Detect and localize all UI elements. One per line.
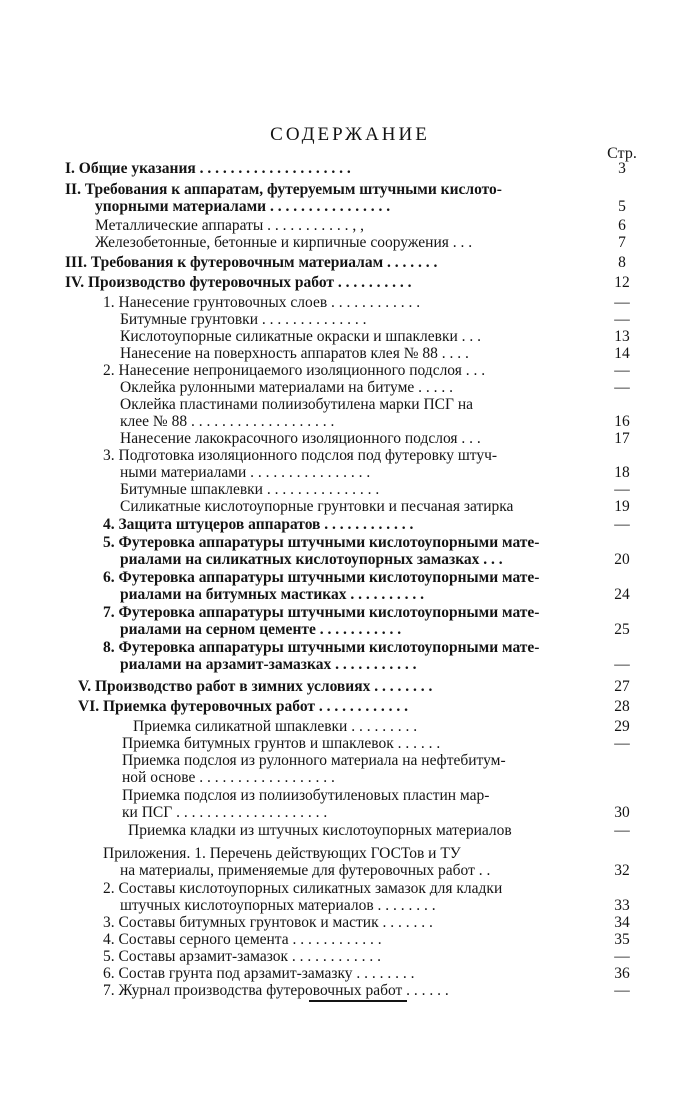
toc-entry-text: III. Требования к футеровочным материалам . . . . . . . — [65, 254, 438, 271]
toc-entry-text: 4. Составы серного цемента . . . . . . . . . . . . — [103, 931, 382, 948]
toc-entry-text: ной основе . . . . . . . . . . . . . . . . . . — [122, 769, 335, 786]
toc-page-number: 29 — [614, 718, 630, 735]
toc-entry — [0, 481, 700, 498]
toc-entry-text: Кислотоупорные силикатные окраски и шпаклевки . . . — [120, 328, 482, 345]
toc-entry — [0, 217, 700, 234]
toc-entry-text: Нанесение на поверхность аппаратов клея № 88 . . . . — [120, 345, 469, 362]
toc-entry-text: Приемка подслоя из рулонного материала на нефтебитум- — [122, 752, 506, 769]
toc-entry-text: Оклейка пластинами полиизобутилена марки ПСГ на — [120, 396, 473, 413]
toc-entry-text: Приемка кладки из штучных кислотоупорных материалов — [128, 822, 512, 839]
toc-page-number: 35 — [614, 931, 630, 948]
toc-entry — [0, 639, 700, 656]
toc-page-number: 28 — [614, 698, 630, 715]
toc-entry — [0, 413, 700, 430]
toc-entry — [0, 948, 700, 965]
toc-entry — [0, 621, 700, 638]
toc-page-number: 3 — [618, 160, 626, 177]
toc-entry — [0, 656, 700, 673]
page-column-header: Стр. — [607, 145, 637, 162]
toc-page-number: 32 — [614, 862, 630, 879]
toc-entry — [0, 604, 700, 621]
toc-entry — [0, 345, 700, 362]
toc-entry-text: 5. Футеровка аппаратуры штучными кислотоупорными мате- — [103, 534, 540, 551]
toc-entry-text: 7. Футеровка аппаратуры штучными кислотоупорными мате- — [103, 604, 540, 621]
toc-entry — [0, 328, 700, 345]
toc-entry — [0, 447, 700, 464]
toc-entry — [0, 464, 700, 481]
toc-page-number: 34 — [614, 914, 630, 931]
toc-entry — [0, 498, 700, 515]
toc-entry-text: Приемка силикатной шпаклевки . . . . . . . . . — [133, 718, 418, 735]
toc-page-number: 18 — [614, 464, 630, 481]
toc-page-number: 27 — [614, 678, 630, 695]
toc-entry-text: IV. Производство футеровочных работ . . . . . . . . . . — [65, 274, 412, 291]
toc-entry — [0, 430, 700, 447]
toc-entry-text: I. Общие указания . . . . . . . . . . . . . . . . . . . . — [65, 160, 351, 177]
toc-entry-text: 3. Подготовка изоляционного подслоя под футеровку штуч- — [103, 447, 498, 464]
toc-entry-text: риалами на силикатных кислотоупорных замазках . . . — [120, 551, 503, 568]
toc-page-number: 36 — [614, 965, 630, 982]
toc-entry-text: Приемка битумных грунтов и шпаклевок . . . . . . — [122, 735, 441, 752]
toc-entry-text: 6. Состав грунта под арзамит-замазку . . . . . . . . — [103, 965, 415, 982]
toc-page-number: 30 — [614, 804, 630, 821]
toc-entry-text: 2. Составы кислотоупорных силикатных замазок для кладки — [103, 880, 503, 897]
toc-page-number: 16 — [614, 413, 630, 430]
toc-entry-section-1 — [0, 160, 700, 177]
toc-entry-section-6 — [0, 698, 700, 715]
toc-entry-text: 6. Футеровка аппаратуры штучными кислотоупорными мате- — [103, 569, 540, 586]
toc-entry-text: 1. Нанесение грунтовочных слоев . . . . . . . . . . . . — [103, 294, 421, 311]
toc-entry-text: клее № 88 . . . . . . . . . . . . . . . . . . . — [120, 413, 335, 430]
toc-page-number: — — [614, 735, 630, 752]
toc-entry-text: ными материалами . . . . . . . . . . . . . . . . — [120, 464, 371, 481]
end-divider — [309, 1000, 407, 1002]
toc-entry-text: 7. Журнал производства футеровочных работ . . . . . . — [103, 982, 449, 999]
toc-page-number: 20 — [614, 551, 630, 568]
toc-page-number: 13 — [614, 328, 630, 345]
page-title: СОДЕРЖАНИЕ — [270, 124, 430, 145]
toc-page-number: 5 — [618, 198, 626, 215]
toc-page-number: — — [614, 294, 630, 311]
toc-page-number: 6 — [618, 217, 626, 234]
toc-entry-appendix — [0, 845, 700, 862]
toc-entry-text: 3. Составы битумных грунтовок и мастик . . . . . . . — [103, 914, 433, 931]
toc-entry-section-4 — [0, 274, 700, 291]
toc-entry-text: II. Требования к аппаратам, футеруемым штучными кислото- — [65, 181, 502, 198]
toc-page-number: 24 — [614, 586, 630, 603]
toc-entry-text: Битумные шпаклевки . . . . . . . . . . . . . . . — [120, 481, 380, 498]
toc-entry — [0, 769, 700, 786]
toc-entry-text: V. Производство работ в зимних условиях . . . . . . . . — [78, 678, 433, 695]
toc-page-number: — — [614, 481, 630, 498]
toc-entry-text: на материалы, применяемые для футеровочных работ . . — [120, 862, 491, 879]
toc-page-number: — — [614, 362, 630, 379]
toc-entry — [0, 586, 700, 603]
toc-page-number: 25 — [614, 621, 630, 638]
toc-entry-text: риалами на серном цементе . . . . . . . . . . . — [120, 621, 402, 638]
toc-entry — [0, 234, 700, 251]
toc-entry-text: 4. Защита штуцеров аппаратов . . . . . . . . . . . . — [103, 516, 414, 533]
toc-entry-text: упорными материалами . . . . . . . . . . . . . . . . — [95, 198, 391, 215]
toc-entry-text: Приемка подслоя из полиизобутиленовых пластин мар- — [122, 787, 490, 804]
toc-entry — [0, 534, 700, 551]
toc-entry — [0, 914, 700, 931]
toc-entry-text: Железобетонные, бетонные и кирпичные сооружения . . . — [95, 234, 473, 251]
toc-page-number: 17 — [614, 430, 630, 447]
toc-entry-section-3 — [0, 254, 700, 271]
toc-entry-text: штучных кислотоупорных материалов . . . . . . . . — [120, 897, 436, 914]
toc-page-number: 14 — [614, 345, 630, 362]
toc-entry-text: ки ПСГ . . . . . . . . . . . . . . . . . . . . — [122, 804, 328, 821]
toc-entry — [0, 982, 700, 999]
toc-entry — [0, 752, 700, 769]
toc-entry-text: VI. Приемка футеровочных работ . . . . . . . . . . . . — [78, 698, 408, 715]
toc-page-number: — — [614, 948, 630, 965]
toc-entry-text: Нанесение лакокрасочного изоляционного подслоя . . . — [120, 430, 481, 447]
toc-entry — [0, 804, 700, 821]
toc-entry — [0, 311, 700, 328]
toc-entry — [0, 569, 700, 586]
toc-entry — [0, 931, 700, 948]
toc-entry — [0, 965, 700, 982]
toc-entry — [0, 294, 700, 311]
toc-entry-text: Силикатные кислотоупорные грунтовки и песчаная затирка — [120, 498, 514, 515]
toc-entry — [0, 862, 700, 879]
toc-page-number: — — [614, 822, 630, 839]
toc-entry — [0, 735, 700, 752]
toc-entry-text: Битумные грунтовки . . . . . . . . . . . . . . — [120, 311, 367, 328]
toc-entry — [0, 379, 700, 396]
toc-entry — [0, 880, 700, 897]
toc-entry — [0, 787, 700, 804]
toc-page-number: 7 — [618, 234, 626, 251]
toc-page-number: — — [614, 379, 630, 396]
toc-entry — [0, 396, 700, 413]
toc-entry-text: Оклейка рулонными материалами на битуме . . . . . — [120, 379, 454, 396]
toc-entry-text: 5. Составы арзамит-замазок . . . . . . . . . . . . — [103, 948, 382, 965]
toc-entry-section-2-cont — [0, 198, 700, 215]
toc-entry-text: 8. Футеровка аппаратуры штучными кислотоупорными мате- — [103, 639, 540, 656]
toc-entry-text: Приложения. 1. Перечень действующих ГОСТов и ТУ — [103, 845, 461, 862]
toc-page-number: 33 — [614, 897, 630, 914]
toc-entry-section-5 — [0, 678, 700, 695]
toc-entry — [0, 718, 700, 735]
toc-entry — [0, 516, 700, 533]
toc-entry-text: риалами на битумных мастиках . . . . . . . . . . — [120, 586, 424, 603]
toc-page-number: 12 — [614, 274, 630, 291]
toc-entry-text: 2. Нанесение непроницаемого изоляционного подслоя . . . — [103, 362, 486, 379]
toc-entry — [0, 897, 700, 914]
toc-entry-text: Металлические аппараты . . . . . . . . . . . , , — [95, 217, 365, 234]
toc-page-number: 19 — [614, 498, 630, 515]
toc-page-number: — — [614, 656, 630, 673]
toc-page-number: — — [614, 311, 630, 328]
toc-page-number: — — [614, 516, 630, 533]
toc-page-number: 8 — [618, 254, 626, 271]
toc-entry — [0, 551, 700, 568]
toc-entry — [0, 362, 700, 379]
toc-entry — [0, 822, 700, 839]
toc-entry-text: риалами на арзамит-замазках . . . . . . . . . . . — [120, 656, 417, 673]
toc-entry-section-2 — [0, 181, 700, 198]
toc-page-number: — — [614, 982, 630, 999]
